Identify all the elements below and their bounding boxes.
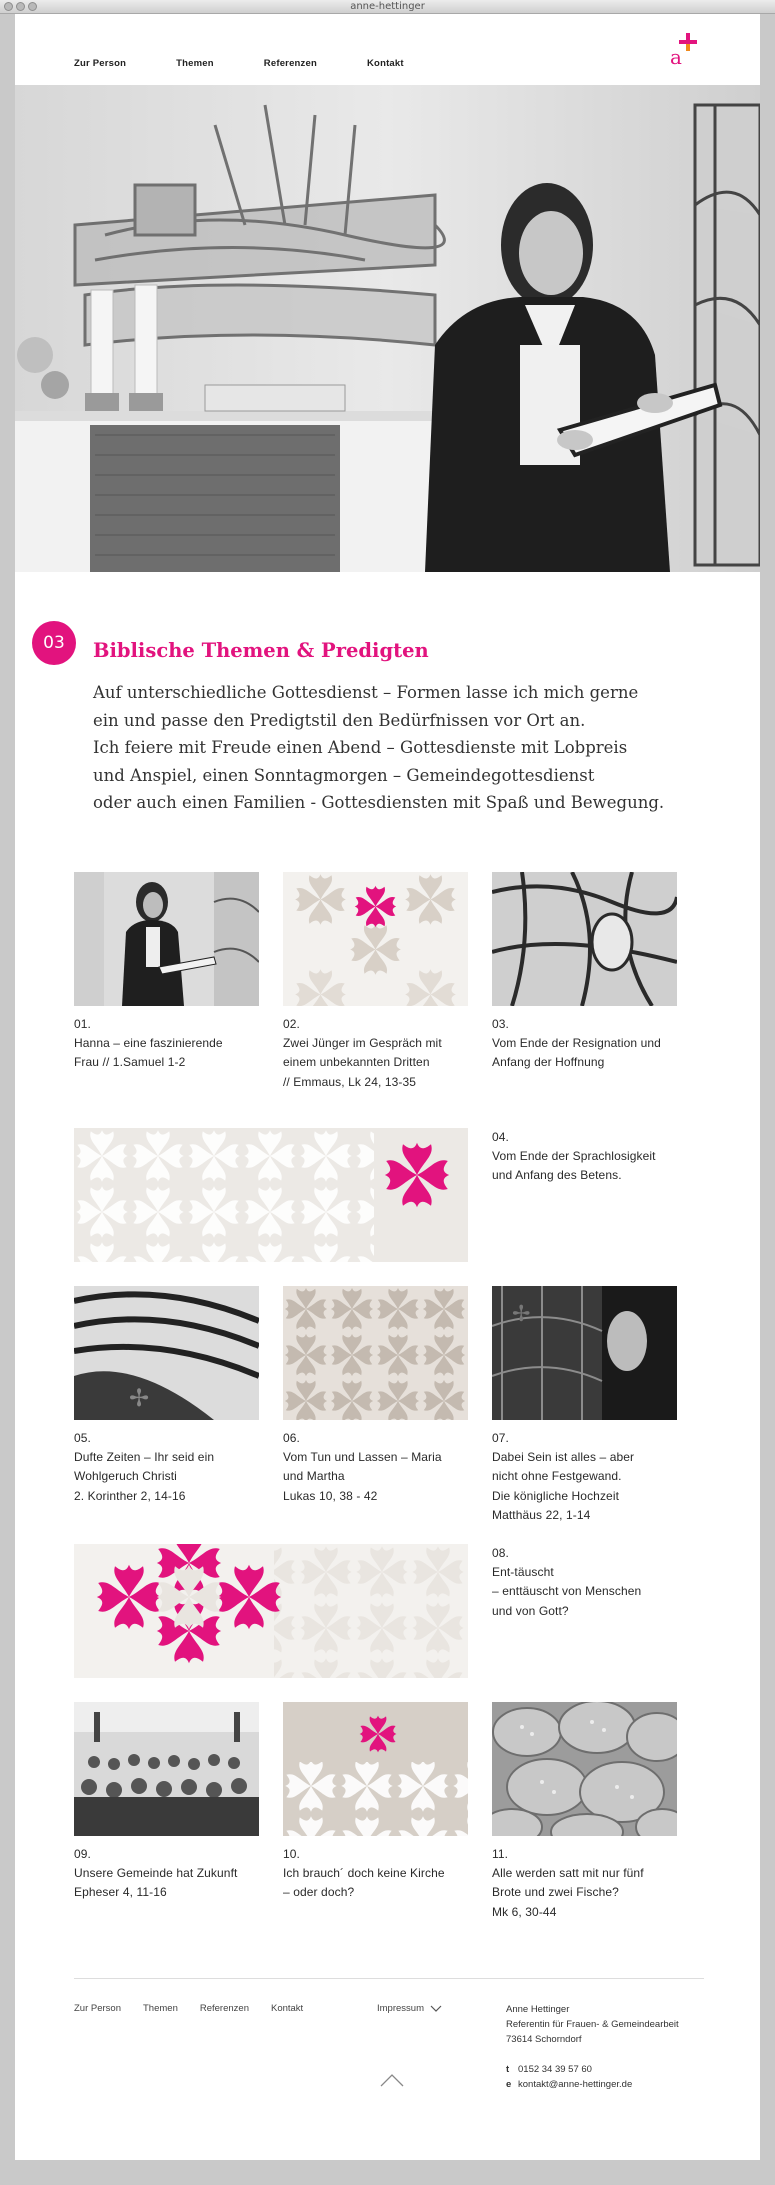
- topic-03-image[interactable]: [492, 872, 677, 1006]
- topic-06-caption[interactable]: [283, 1429, 442, 1506]
- nav-referenzen[interactable]: Referenzen: [263, 58, 317, 69]
- contact-email: kontakt@anne-hettinger.de: [518, 2079, 633, 2090]
- topic-title-line: Brote und zwei Fische?: [492, 1885, 619, 1900]
- section-intro: [93, 679, 713, 817]
- contact-city: 73614 Schorndorf: [506, 2034, 582, 2045]
- browser-titlebar: [0, 0, 775, 14]
- footer-nav-referenzen[interactable]: Referenzen: [199, 2003, 249, 2014]
- topic-title-line: Wohlgeruch Christi: [74, 1469, 177, 1484]
- topic-09-caption[interactable]: [74, 1845, 237, 1903]
- topic-01-caption[interactable]: [74, 1015, 223, 1073]
- footer-nav-themen[interactable]: Themen: [143, 2003, 178, 2014]
- topic-number: 02.: [283, 1017, 300, 1031]
- topic-title-line: Vom Tun und Lassen – Maria: [283, 1450, 442, 1465]
- nav-zur-person[interactable]: Zur Person: [74, 58, 127, 69]
- footer-nav-zur-person[interactable]: Zur Person: [74, 2003, 121, 2014]
- topic-number: 01.: [74, 1017, 91, 1031]
- topic-03-caption[interactable]: [492, 1015, 661, 1073]
- contact-phone-row[interactable]: [506, 2062, 679, 2077]
- topic-title-line: Matthäus 22, 1-14: [492, 1507, 591, 1522]
- topic-title-line: Lukas 10, 38 - 42: [283, 1488, 378, 1503]
- topic-number: 08.: [492, 1546, 509, 1560]
- intro-line: ein und passe den Predigtstil den Bedürfnissen vor Ort an.: [93, 710, 586, 730]
- contact-phone: 0152 34 39 57 60: [518, 2064, 592, 2075]
- topic-title-line: nicht ohne Festgewand.: [492, 1469, 622, 1484]
- topic-title-line: – enttäuscht von Menschen: [492, 1584, 642, 1599]
- contact-name: Anne Hettinger: [506, 2004, 570, 2015]
- hero-photo: [15, 85, 760, 572]
- topic-08-caption[interactable]: [492, 1544, 641, 1621]
- topic-title-line: einem unbekannten Dritten: [283, 1055, 430, 1070]
- topic-02-caption[interactable]: [283, 1015, 442, 1092]
- topic-number: 09.: [74, 1847, 91, 1861]
- footer-nav-kontakt[interactable]: Kontakt: [270, 2003, 304, 2014]
- topic-09-image[interactable]: [74, 1702, 259, 1836]
- window-title: anne-hettinger: [350, 1, 425, 12]
- topic-10-caption[interactable]: [283, 1845, 445, 1903]
- topic-02-image[interactable]: [283, 872, 468, 1006]
- topic-11-image[interactable]: [492, 1702, 677, 1836]
- nav-kontakt[interactable]: Kontakt: [367, 58, 404, 69]
- topic-07-caption[interactable]: [492, 1429, 634, 1525]
- topic-title-line: Dufte Zeiten – Ihr seid ein: [74, 1450, 215, 1465]
- svg-text:✢: ✢: [129, 1384, 150, 1412]
- topic-number: 06.: [283, 1431, 300, 1445]
- topic-number: 03.: [492, 1017, 509, 1031]
- topic-title-line: Anfang der Hoffnung: [492, 1055, 605, 1070]
- topic-10-image[interactable]: [283, 1702, 468, 1836]
- scroll-to-top-chevron-up-icon[interactable]: [380, 2073, 404, 2087]
- intro-line: und Anspiel, einen Sonntagmorgen – Gemeindegottesdienst: [93, 765, 595, 785]
- topic-title-line: Zwei Jünger im Gespräch mit: [283, 1036, 442, 1051]
- topic-title-line: Vom Ende der Resignation und: [492, 1036, 661, 1051]
- phone-label: t: [506, 2064, 510, 2075]
- topic-04-caption[interactable]: [492, 1128, 656, 1186]
- chevron-down-icon: [430, 2005, 442, 2013]
- topic-title-line: // Emmaus, Lk 24, 13-35: [283, 1074, 417, 1089]
- topic-06-image[interactable]: [283, 1286, 468, 1420]
- topic-number: 10.: [283, 1847, 300, 1861]
- topic-number: 07.: [492, 1431, 509, 1445]
- svg-text:✢: ✢: [512, 1302, 531, 1327]
- topic-07-image[interactable]: [492, 1286, 677, 1420]
- topic-title-line: Vom Ende der Sprachlosigkeit: [492, 1149, 656, 1164]
- topic-title-line: Epheser 4, 11-16: [74, 1885, 167, 1900]
- topic-number: 11.: [492, 1847, 509, 1861]
- intro-line: Auf unterschiedliche Gottesdienst – Formen lasse ich mich gerne: [93, 683, 639, 702]
- browser-bottom-bar: [0, 2160, 775, 2185]
- site-logo[interactable]: [666, 32, 702, 68]
- contact-block: [506, 2002, 679, 2092]
- topic-title-line: und von Gott?: [492, 1603, 569, 1618]
- logo-letter: a: [670, 45, 682, 68]
- topic-title-line: Ent-täuscht: [492, 1565, 554, 1580]
- topic-title-line: Die königliche Hochzeit: [492, 1488, 620, 1503]
- topic-title-line: Ich brauch´ doch keine Kirche: [283, 1866, 445, 1881]
- topic-title-line: Dabei Sein ist alles – aber: [492, 1450, 635, 1465]
- topic-title-line: und Martha: [283, 1469, 345, 1484]
- topic-01-image[interactable]: [74, 872, 259, 1006]
- impressum-toggle[interactable]: [377, 2003, 442, 2014]
- contact-email-row[interactable]: [506, 2077, 679, 2092]
- topic-number: 05.: [74, 1431, 91, 1445]
- section-title: Biblische Themen & Predigten: [93, 639, 429, 662]
- topic-number: 04.: [492, 1130, 509, 1144]
- footer-divider: [74, 1978, 704, 1979]
- contact-role: Referentin für Frauen- & Gemeindearbeit: [506, 2019, 679, 2030]
- nav-themen[interactable]: Themen: [176, 58, 214, 69]
- topic-title-line: und Anfang des Betens.: [492, 1168, 622, 1183]
- section-number-badge: 03: [32, 621, 76, 665]
- topic-title-line: – oder doch?: [283, 1885, 355, 1900]
- topic-08-image[interactable]: [74, 1544, 468, 1678]
- topic-11-caption[interactable]: [492, 1845, 644, 1922]
- main-nav: [74, 58, 454, 69]
- topic-title-line: 2. Korinther 2, 14-16: [74, 1488, 186, 1503]
- topic-title-line: Alle werden satt mit nur fünf: [492, 1866, 644, 1881]
- intro-line: Ich feiere mit Freude einen Abend – Gottesdienste mit Lobpreis: [93, 738, 628, 757]
- email-label: e: [506, 2079, 512, 2090]
- topic-05-caption[interactable]: [74, 1429, 214, 1506]
- footer-nav: [74, 2003, 325, 2014]
- topic-05-image[interactable]: [74, 1286, 259, 1420]
- topic-title-line: Hanna – eine faszinierende: [74, 1036, 223, 1051]
- intro-line: oder auch einen Familien - Gottesdiensten mit Spaß und Bewegung.: [93, 793, 665, 812]
- topic-04-image[interactable]: [74, 1128, 468, 1262]
- impressum-label: Impressum: [377, 2003, 424, 2014]
- topic-title-line: Mk 6, 30-44: [492, 1904, 557, 1919]
- topic-title-line: Unsere Gemeinde hat Zukunft: [74, 1866, 238, 1881]
- topic-title-line: Frau // 1.Samuel 1-2: [74, 1055, 186, 1070]
- page: [15, 14, 760, 2174]
